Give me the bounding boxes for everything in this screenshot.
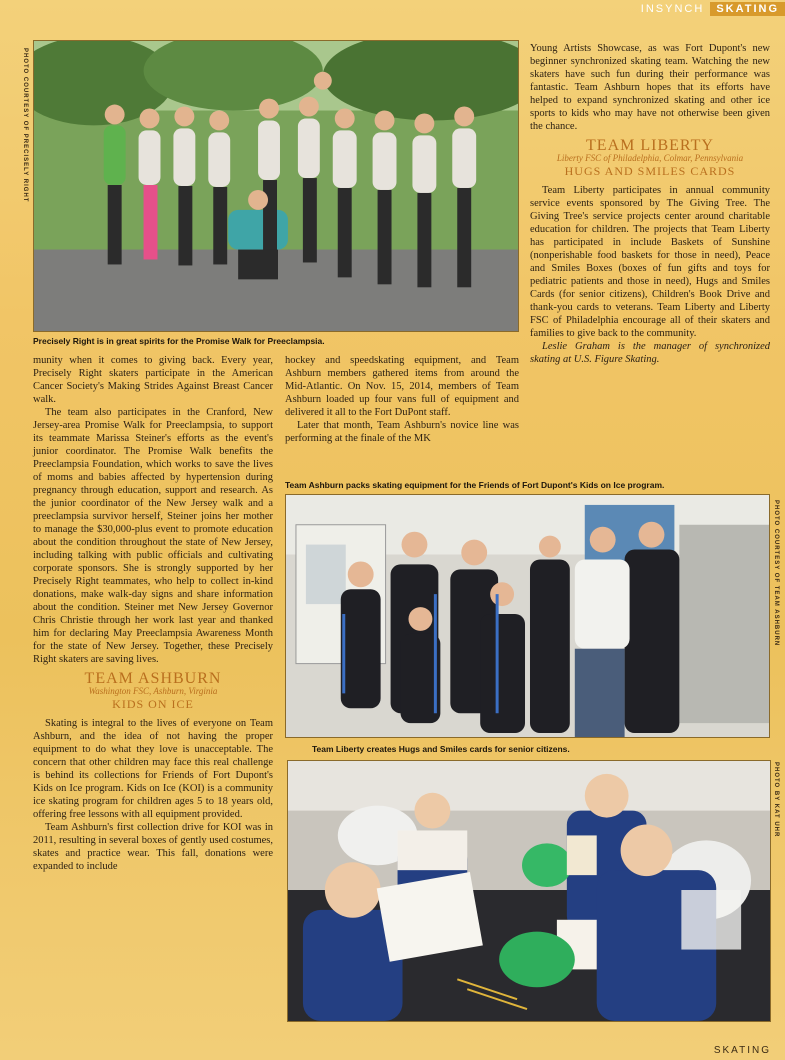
photo-team-liberty-cards — [287, 760, 771, 1022]
team-ashburn-program: KIDS ON ICE — [112, 697, 194, 711]
right-paragraph-1: Young Artists Showcase, as was Fort Dupont's new beginner synchronized skating team. Watching the new skaters have such fun during their performance was fantastic. Team Ashburn hopes that its efforts have helped to expand synchronized skating and other ice sports to kids who may have not otherwise been given the chance. — [530, 43, 770, 132]
left-paragraph-1: munity when it comes to giving back. Every year, Precisely Right skaters participate in the American Cancer Society's Making Strides Against Breast Cancer walk. — [33, 355, 273, 405]
team-liberty-heading: TEAM LIBERTY — [586, 137, 714, 154]
team-liberty-club: Liberty FSC of Philadelphia, Colmar, Pennsylvania — [556, 153, 744, 163]
photo-credit-team-ashburn: PHOTO COURTESY OF TEAM ASHBURN — [773, 500, 779, 647]
caption-photo-precisely-right: Precisely Right is in great spirits for the Promise Walk for Preeclampsia. — [33, 336, 325, 346]
caption-photo-team-ashburn: Team Ashburn packs skating equipment for the Friends of Fort Dupont's Kids on Ice program. — [285, 480, 665, 490]
photo-credit-kat-uhr: PHOTO BY KAT UHR — [773, 762, 779, 838]
right-paragraph-2: Team Liberty participates in annual community service events sponsored by The Giving Tree. The Giving Tree's service projects center around charitable education for children. The projects that Team Liberty has participated in include Baskets of Sunshine (nonperishable food baskets for those in need), Peace and Smiles Boxes (boxes of fun gifts and toys for pediatric patients and those in need), Hugs and Smiles Cards (for senior citizens), Children's Book Drive and thank-you cards to veterans. Team Liberty and Liberty FSC of Philadelphia encourage all of their skaters and families to give back to the community. — [530, 185, 770, 339]
right-column — [530, 42, 770, 366]
middle-column — [285, 354, 519, 445]
middle-paragraph-1: hockey and speedskating equipment, and Team Ashburn members gathered items from around the Mid-Atlantic. On Nov. 15, 2014, members of Team Ashburn loaded up four vans full of equipment and delivered it all to the Fort DuPont staff. — [285, 355, 519, 418]
author-note: Leslie Graham is the manager of synchronized skating at U.S. Figure Skating. — [530, 341, 770, 365]
left-paragraph-3: Skating is integral to the lives of everyone on Team Ashburn, and the idea of not having the proper equipment to do what they love is unacceptable. The concern that other children may face this real challenge is behind its collections for Friends of Fort Dupont's Kids on Ice program. Kids on Ice (KOI) is a community ice skating program for children ages 5 to 18 years old, offering free lessons with all equipment provided. — [33, 718, 273, 820]
middle-paragraph-2: Later that month, Team Ashburn's novice line was performing at the finale of the MK — [285, 420, 519, 444]
team-liberty-program: HUGS AND SMILES CARDS — [564, 164, 736, 178]
section-label-insynch: INSYNCH — [640, 3, 705, 15]
photo-team-ashburn-equipment — [285, 494, 770, 738]
left-paragraph-2: The team also participates in the Cranford, New Jersey-area Promise Walk for Preeclampsia, to support its teammate Marissa Steiner's efforts as the event's junior coordinator. The Promise Walk benefits the Preeclampsia Foundation, which works to save the lives of moms and babies affected by hypertension during pregnancy through education, support and research. As the junior coordinator of the New Jersey walk and a preeclampsia survivor herself, Steiner joins her mother to manage the $30,000-plus event to promote education about the condition throughout the state of New Jersey, including talking with public officials and cultivating corporate sponsors. She is strongly supported by her Precisely Right teammates, who help to collect in-kind donations, make walk-day signs and share information about the condition. Steiner met New Jersey Governor Chris Christie through her work last year and thanked him for declaring May Preeclampsia Awareness Month for the state of New Jersey. Together, these Precisely Right skaters are saving lives. — [33, 407, 273, 665]
left-paragraph-4: Team Ashburn's first collection drive for KOI was in 2011, resulting in several boxes of gently used costumes, skates and practice wear. This fall, donations were expanded to include — [33, 822, 273, 872]
left-column — [33, 354, 273, 873]
photo-precisely-right-group — [33, 40, 519, 332]
section-header — [635, 0, 785, 18]
team-ashburn-heading: TEAM ASHBURN — [84, 670, 222, 687]
photo-credit-precisely-right: PHOTO COURTESY OF PRECISELY RIGHT — [22, 48, 28, 203]
footer-magazine-name: SKATING — [713, 1045, 771, 1056]
caption-photo-team-liberty: Team Liberty creates Hugs and Smiles cards for senior citizens. — [312, 744, 570, 754]
team-ashburn-club: Washington FSC, Ashburn, Virginia — [88, 686, 218, 696]
section-label-skating: SKATING — [710, 2, 785, 16]
